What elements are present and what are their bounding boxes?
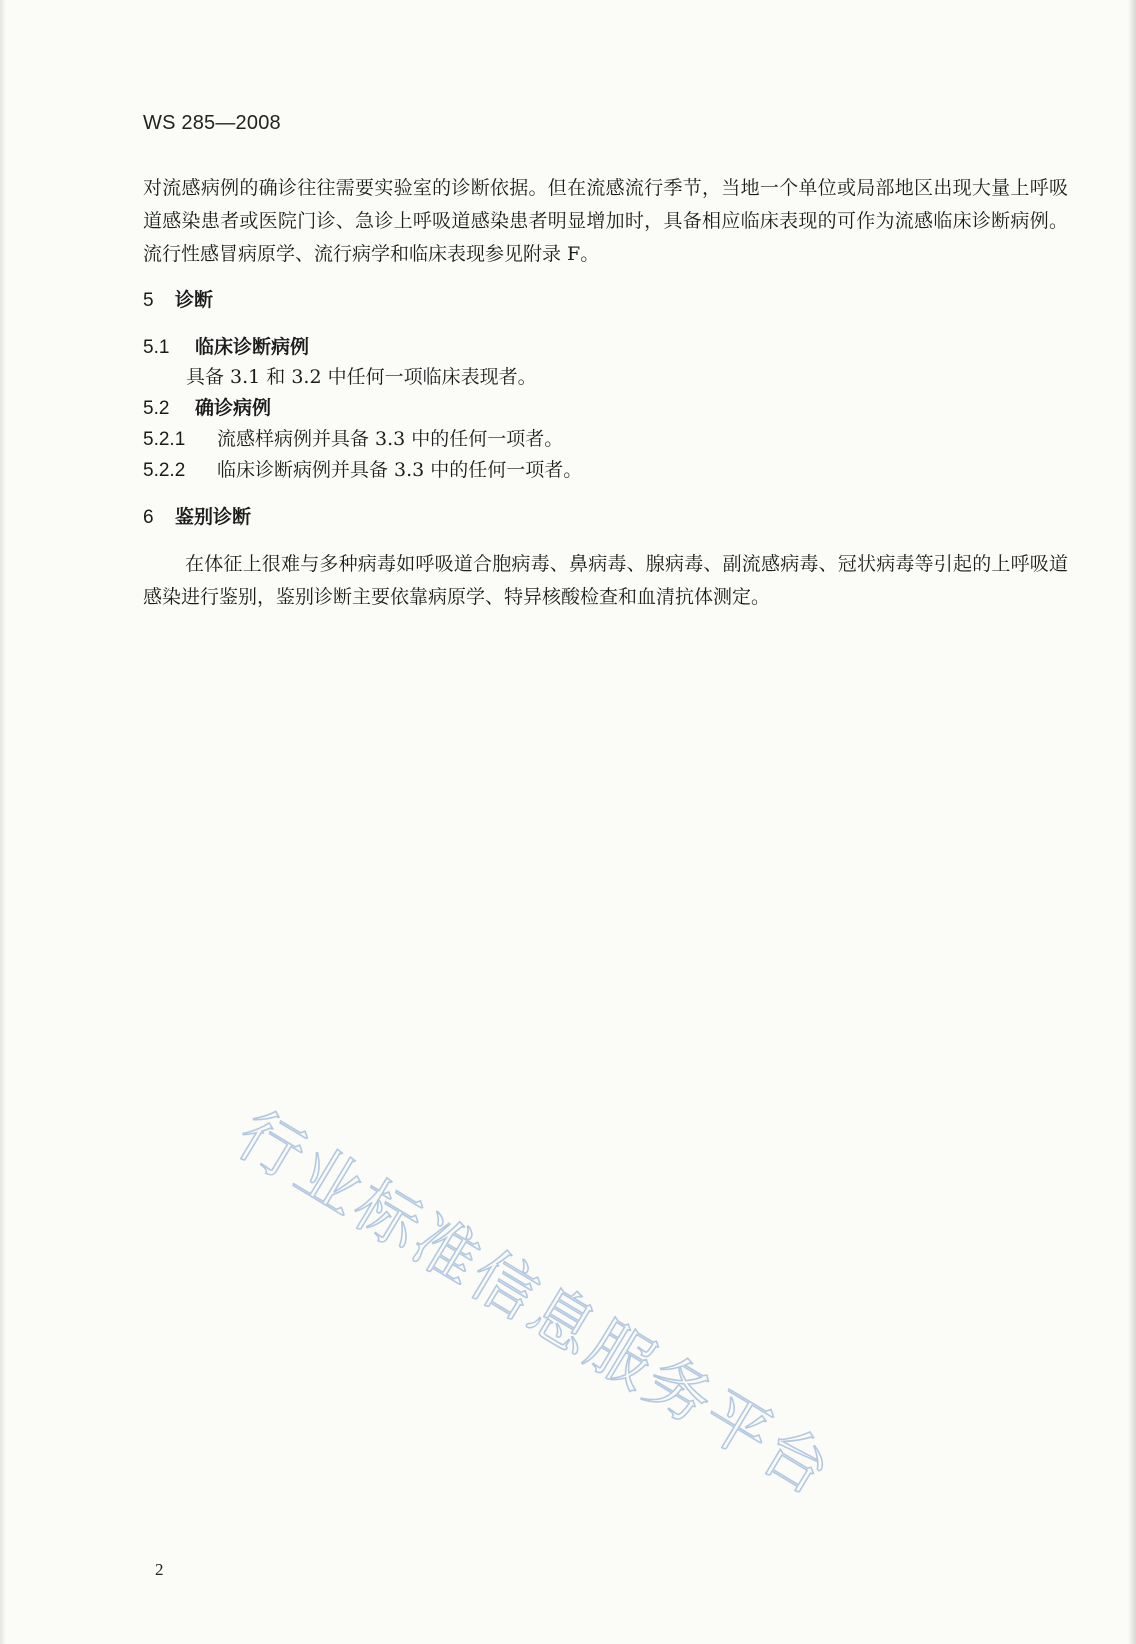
section-title: 鉴别诊断 <box>175 506 252 528</box>
section-5-2-1-line <box>143 427 563 452</box>
section-5-heading <box>143 288 213 313</box>
section-number: 6 <box>143 507 154 528</box>
section-5-1-heading <box>143 335 309 360</box>
section-5-2-2-line <box>143 458 582 483</box>
scan-edge-left <box>0 0 6 1644</box>
section-5-1-text: 具备 3.1 和 3.2 中任何一项临床表现者。 <box>186 366 537 388</box>
scan-edge-right <box>1128 0 1136 1644</box>
section-6-paragraph: 在体征上很难与多种病毒如呼吸道合胞病毒、鼻病毒、腺病毒、副流感病毒、冠状病毒等引起的上呼吸道感染进行鉴别，鉴别诊断主要依靠病原学、特异核酸检查和血清抗体测定。 <box>143 553 1068 608</box>
section-title: 临床诊断病例 <box>195 336 310 358</box>
section-number: 5.1 <box>143 337 170 358</box>
section-text: 临床诊断病例并具备 3.3 中的任何一项者。 <box>217 459 583 481</box>
section-title: 诊断 <box>175 289 214 311</box>
section-title: 确诊病例 <box>195 397 272 419</box>
section-6-heading <box>143 505 251 530</box>
section-number: 5.2.2 <box>143 460 186 481</box>
section-number: 5 <box>143 290 154 311</box>
watermark-text: 行业标准信息服务平台 <box>224 1097 846 1512</box>
section-number: 5.2 <box>143 398 170 419</box>
section-5-2-heading <box>143 396 271 421</box>
intro-paragraph: 对流感病例的确诊往往需要实验室的诊断依据。但在流感流行季节，当地一个单位或局部地区出现大量上呼吸道感染患者或医院门诊、急诊上呼吸道感染患者明显增加时，具备相应临床表现的可作为流感临床诊断病例。流行性感冒病原学、流行病学和临床表现参见附录 F。 <box>143 177 1068 265</box>
page-number: 2 <box>155 1560 164 1579</box>
section-number: 5.2.1 <box>143 429 186 450</box>
standard-code-header: WS 285—2008 <box>143 112 281 134</box>
section-text: 流感样病例并具备 3.3 中的任何一项者。 <box>217 428 564 450</box>
